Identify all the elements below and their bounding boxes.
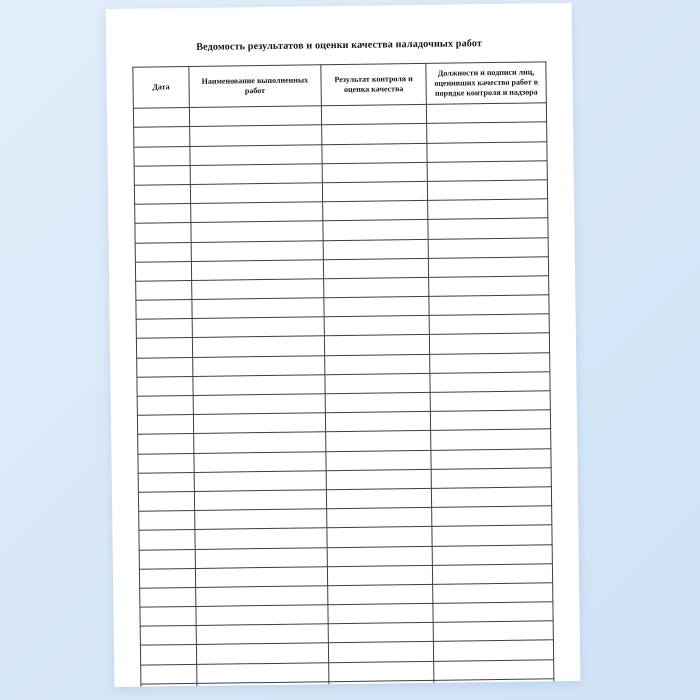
table-cell[interactable]: [195, 586, 327, 607]
table-body: [133, 103, 554, 687]
table-cell[interactable]: [430, 372, 550, 393]
table-cell[interactable]: [140, 645, 196, 665]
table-cell[interactable]: [193, 375, 325, 396]
table-cell[interactable]: [138, 434, 194, 454]
table-cell[interactable]: [191, 279, 323, 300]
table-cell[interactable]: [140, 626, 196, 646]
table-cell[interactable]: [433, 583, 553, 604]
table-cell[interactable]: [196, 643, 328, 664]
table-cell[interactable]: [328, 642, 434, 663]
table-cell[interactable]: [194, 451, 326, 472]
table-cell[interactable]: [189, 125, 321, 146]
table-cell[interactable]: [323, 201, 429, 222]
table-cell[interactable]: [326, 469, 432, 490]
table-cell[interactable]: [194, 471, 326, 492]
table-cell[interactable]: [431, 429, 551, 450]
table-cell[interactable]: [322, 181, 428, 202]
table-cell[interactable]: [432, 487, 552, 508]
table-cell[interactable]: [427, 103, 547, 124]
table-cell[interactable]: [190, 164, 322, 185]
table-cell[interactable]: [192, 355, 324, 376]
table-cell[interactable]: [196, 624, 328, 645]
column-header-positions-signatures: Должности и подписи лиц, оценивших качество работ в порядке контроля и надзора: [426, 62, 546, 105]
table-cell[interactable]: [324, 316, 430, 337]
table-cell[interactable]: [138, 491, 194, 511]
table-cell[interactable]: [136, 338, 192, 358]
table-cell[interactable]: [139, 530, 195, 550]
table-cell[interactable]: [325, 354, 431, 375]
table-cell[interactable]: [134, 146, 190, 166]
page-title: Ведомость результатов и оценки качества наладочных работ: [196, 38, 483, 53]
table-cell[interactable]: [193, 413, 325, 434]
table-cell[interactable]: [322, 124, 428, 145]
table-cell[interactable]: [140, 607, 196, 627]
table-cell[interactable]: [192, 336, 324, 357]
table-cell[interactable]: [326, 431, 432, 452]
table-cell[interactable]: [328, 623, 434, 644]
table-cell[interactable]: [134, 184, 190, 204]
table-cell[interactable]: [428, 218, 548, 239]
table-cell[interactable]: [329, 661, 435, 682]
table-cell[interactable]: [193, 432, 325, 453]
table-cell[interactable]: [194, 509, 326, 530]
table-cell[interactable]: [190, 144, 322, 165]
table-cell[interactable]: [136, 300, 192, 320]
table-cell[interactable]: [432, 525, 552, 546]
table-cell[interactable]: [429, 276, 549, 297]
table-cell[interactable]: [433, 564, 553, 585]
table-cell[interactable]: [432, 506, 552, 527]
table-cell[interactable]: [324, 335, 430, 356]
table-cell[interactable]: [135, 204, 191, 224]
table-cell[interactable]: [192, 298, 324, 319]
table-cell[interactable]: [139, 549, 195, 569]
table-cell[interactable]: [429, 257, 549, 278]
table-cell[interactable]: [431, 468, 551, 489]
table-cell[interactable]: [134, 127, 190, 147]
table-cell[interactable]: [134, 165, 190, 185]
table-cell[interactable]: [189, 106, 321, 127]
table-cell[interactable]: [433, 621, 553, 642]
table-cell[interactable]: [430, 333, 550, 354]
table-cell[interactable]: [428, 180, 548, 201]
table-cell[interactable]: [324, 277, 430, 298]
table-cell[interactable]: [427, 141, 547, 162]
column-header-work-name: Наименование выполненных работ: [189, 65, 322, 108]
table-cell[interactable]: [328, 584, 434, 605]
table-cell[interactable]: [192, 317, 324, 338]
table-cell[interactable]: [135, 223, 191, 243]
table-cell[interactable]: [135, 261, 191, 281]
table-cell[interactable]: [321, 105, 427, 126]
table-cell[interactable]: [325, 412, 431, 433]
table-cell[interactable]: [191, 240, 323, 261]
table-cell[interactable]: [322, 143, 428, 164]
table-cell[interactable]: [195, 547, 327, 568]
table-header-row: [133, 62, 547, 108]
table-cell[interactable]: [137, 396, 193, 416]
table-cell[interactable]: [136, 319, 192, 339]
table-cell[interactable]: [141, 664, 197, 684]
table-cell[interactable]: [135, 242, 191, 262]
table-cell[interactable]: [430, 391, 550, 412]
table-cell[interactable]: [434, 659, 554, 680]
table-cell[interactable]: [430, 352, 550, 373]
table-cell[interactable]: [327, 508, 433, 529]
table-cell[interactable]: [138, 472, 194, 492]
table-cell[interactable]: [139, 568, 195, 588]
table-cell[interactable]: [322, 162, 428, 183]
table-cell[interactable]: [323, 220, 429, 241]
column-header-date: Дата: [133, 67, 189, 109]
table-cell[interactable]: [434, 640, 554, 661]
table-cell[interactable]: [190, 202, 322, 223]
table-cell[interactable]: [327, 565, 433, 586]
table-cell[interactable]: [193, 394, 325, 415]
table-cell[interactable]: [431, 410, 551, 431]
table-header: [133, 62, 547, 108]
table-cell[interactable]: [429, 314, 549, 335]
table-cell[interactable]: [133, 108, 189, 128]
table-cell[interactable]: [323, 239, 429, 260]
table-cell[interactable]: [325, 373, 431, 394]
table-cell[interactable]: [326, 450, 432, 471]
table-cell[interactable]: [325, 392, 431, 413]
table-cell[interactable]: [428, 199, 548, 220]
table-cell[interactable]: [324, 296, 430, 317]
table-cell[interactable]: [429, 295, 549, 316]
table-cell[interactable]: [427, 161, 547, 182]
table-cell[interactable]: [433, 602, 553, 623]
table-cell[interactable]: [195, 528, 327, 549]
results-table: [132, 62, 554, 687]
table-cell[interactable]: [323, 258, 429, 279]
table-cell[interactable]: [196, 605, 328, 626]
table-cell[interactable]: [328, 603, 434, 624]
table-cell[interactable]: [427, 122, 547, 143]
table-cell[interactable]: [431, 448, 551, 469]
table-cell[interactable]: [327, 546, 433, 567]
table-cell[interactable]: [191, 259, 323, 280]
table-cell[interactable]: [138, 453, 194, 473]
table-cell[interactable]: [196, 662, 328, 683]
table-cell[interactable]: [137, 376, 193, 396]
table-cell[interactable]: [136, 280, 192, 300]
table-cell[interactable]: [137, 357, 193, 377]
table-cell[interactable]: [190, 183, 322, 204]
column-header-control-result: Результат контроля и оценка качества: [321, 64, 427, 106]
table-cell[interactable]: [432, 544, 552, 565]
document-page: [106, 3, 581, 687]
table-cell[interactable]: [137, 415, 193, 435]
table-cell[interactable]: [139, 511, 195, 531]
table-cell[interactable]: [195, 566, 327, 587]
table-cell[interactable]: [326, 488, 432, 509]
table-cell[interactable]: [191, 221, 323, 242]
table-cell[interactable]: [428, 237, 548, 258]
table-cell[interactable]: [194, 490, 326, 511]
table-cell[interactable]: [140, 587, 196, 607]
table-cell[interactable]: [327, 527, 433, 548]
